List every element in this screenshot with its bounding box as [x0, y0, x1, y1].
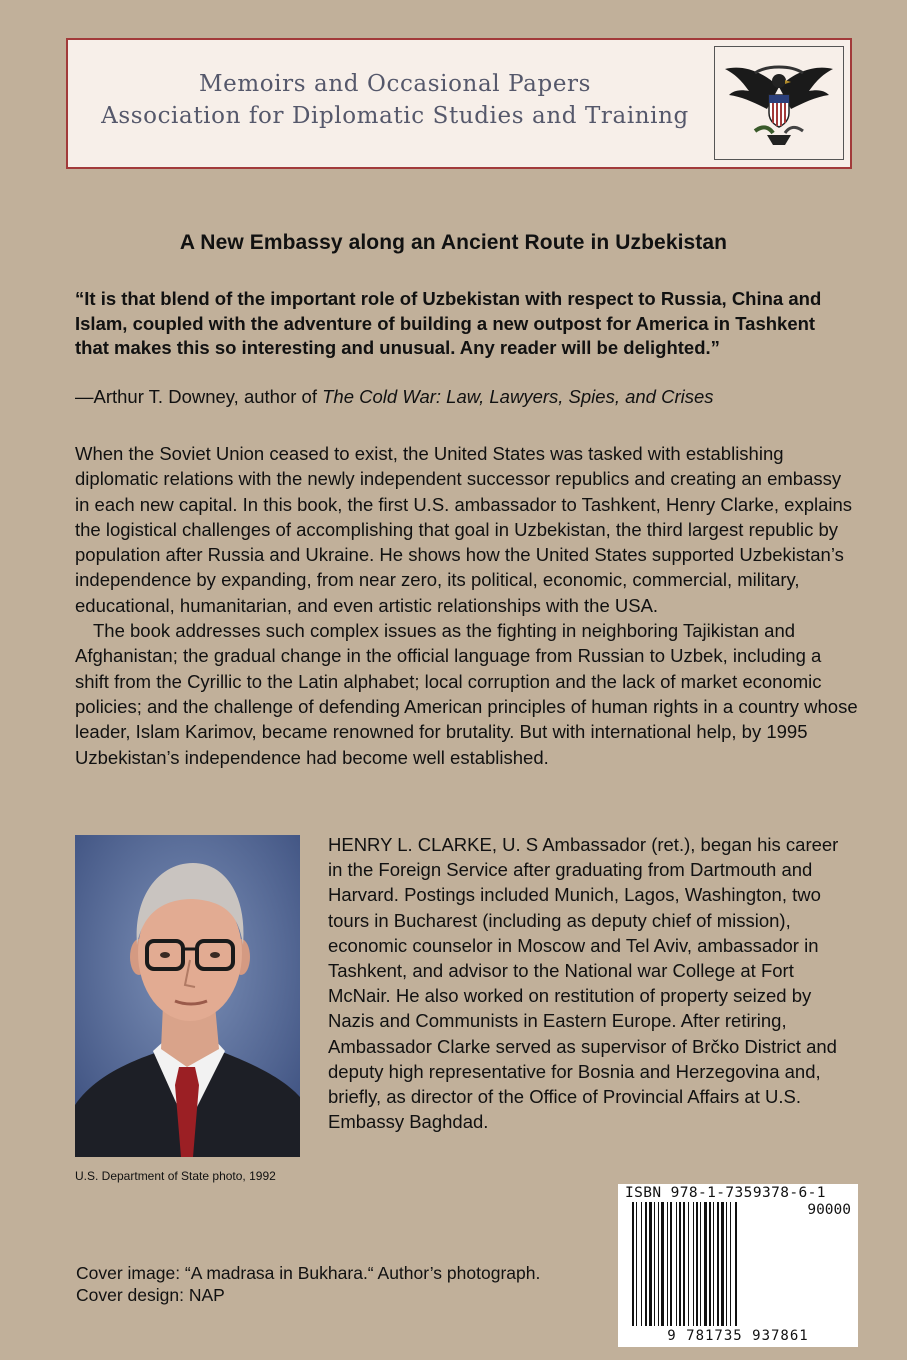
description-paragraph-1: When the Soviet Union ceased to exist, the United States was tasked with establishing diplomatic relations with the newly independent successor republics and creating an embassy in each new capital. In this book, the first U.S. ambassador to Tashkent, Henry Clarke, explains the logistical challenges of accomplishing that goal in Uzbekistan, the third largest republic by population after Russia and Ukraine. He shows how the United States supported Uzbekistan’s independence by expanding, from near zero, its political, economic, commercial, military, educational, humanitarian, and even artistic relationships with the USA. [75, 443, 853, 616]
description-paragraph-2: The book addresses such complex issues as the fighting in neighboring Tajikistan and Afghanistan; the gradual change in the official language from Russian to Uzbek, including a shift from the Cyrillic to the Latin alphabet; local corruption and the lack of market economic policies; and the challenge of defending American principles of human rights in a country whose leader, Islam Karimov, became renowned for brutality. But with international help, by 1995 Uzbekistan’s independence had become well established. [75, 620, 858, 768]
quote-attribution [75, 385, 855, 409]
attribution-book-title: The Cold War: Law, Lawyers, Spies, and Crises [322, 386, 714, 407]
author-photo [75, 835, 300, 1157]
cover-image-credit: Cover image: “A madrasa in Bukhara.“ Author’s photograph. [76, 1263, 541, 1283]
series-title-line2: Association for Diplomatic Studies and Training [101, 103, 689, 129]
barcode-digits: 9 781735 937861 [667, 1328, 809, 1344]
price-code: 90000 [804, 1202, 851, 1218]
endorsement-quote: “It is that blend of the important role of Uzbekistan with respect to Russia, China and Islam, coupled with the adventure of building a new outpost for America in Tashkent that makes this so interesting and unusual. Any reader will be delighted.” [75, 288, 822, 358]
photo-caption: U.S. Department of State photo, 1992 [75, 1169, 276, 1183]
cover-credits [76, 1262, 540, 1306]
book-description [75, 441, 860, 770]
series-title [80, 70, 710, 134]
eagle-seal-icon [714, 46, 844, 160]
series-title-line1: Memoirs and Occasional Papers [198, 71, 592, 97]
isbn-barcode [618, 1184, 858, 1347]
author-bio: HENRY L. CLARKE, U. S Ambassador (ret.), began his career in the Foreign Service after graduating from Dartmouth and Harvard. Postings included Munich, Lagos, Washington, two tours in Bucharest (including as deputy chief of mission), economic counselor in Moscow and Tel Aviv, ambassador in Tashkent, and advisor to the National war College at Fort McNair. He also worked on restitution of property seized by Nazis and Communists in Eastern Europe. After retiring, Ambassador Clarke served as supervisor of Brčko District and deputy high representative for Bosnia and Herzegovina and, briefly, as director of the Office of Provincial Affairs at U.S. Embassy Baghdad. [328, 834, 839, 1133]
series-banner [66, 38, 852, 169]
isbn-label: ISBN 978-1-7359378-6-1 [625, 1185, 826, 1201]
cover-design-credit: Cover design: NAP [76, 1285, 225, 1305]
attribution-author: —Arthur T. Downey, author of [75, 386, 323, 407]
book-title: A New Embassy along an Ancient Route in Uzbekistan [179, 231, 728, 254]
